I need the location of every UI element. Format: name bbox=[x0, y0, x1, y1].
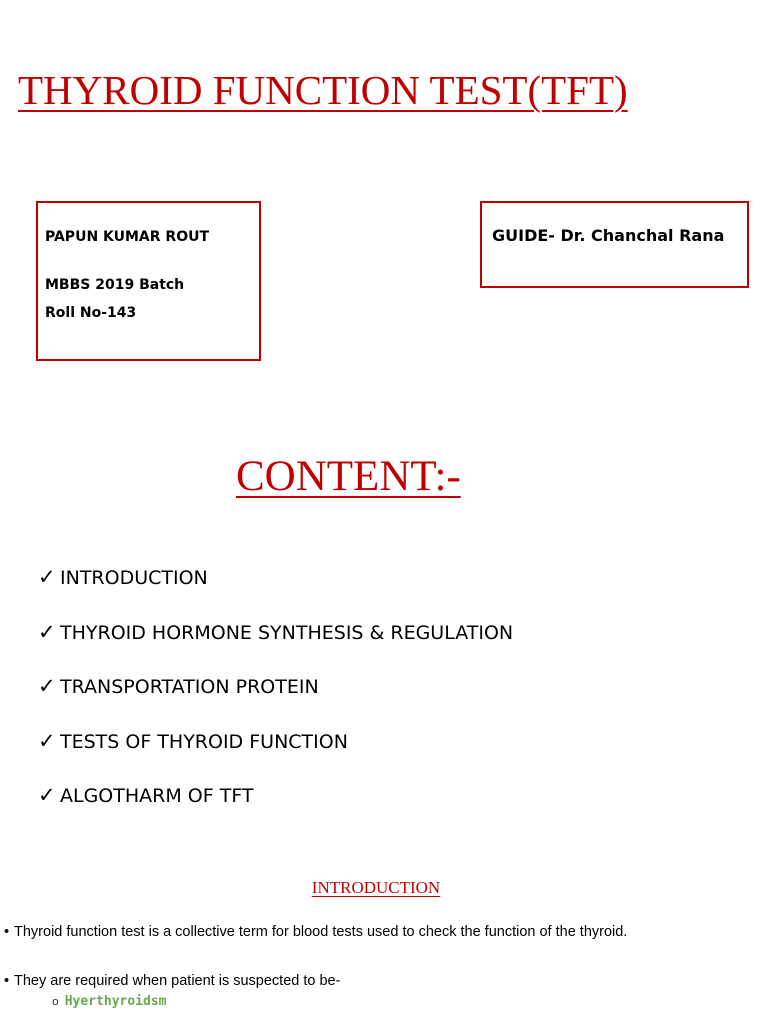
content-heading: CONTENT:- bbox=[236, 453, 461, 500]
checkmark-icon: ✓ bbox=[38, 619, 56, 644]
student-roll: Roll No-143 bbox=[45, 305, 137, 321]
intro-paragraph: • They are required when patient is suspected to be- bbox=[4, 973, 341, 989]
checkmark-icon: ✓ bbox=[38, 728, 56, 753]
content-item: ✓ TRANSPORTATION PROTEIN bbox=[38, 669, 513, 724]
intro-paragraph: • Thyroid function test is a collective term for blood tests used to check the function of the thyroid. bbox=[4, 924, 628, 940]
student-info-box bbox=[36, 201, 261, 361]
content-list bbox=[38, 560, 513, 833]
student-batch: MBBS 2019 Batch bbox=[45, 277, 185, 293]
content-item: ✓ ALGOTHARM OF TFT bbox=[38, 778, 513, 833]
checkmark-icon: ✓ bbox=[38, 565, 56, 589]
guide-box bbox=[480, 201, 749, 288]
sub-list-item: o Hyerthyroidsm bbox=[52, 994, 167, 1009]
content-item: ✓ INTRODUCTION bbox=[38, 560, 513, 615]
content-item: ✓ TESTS OF THYROID FUNCTION bbox=[38, 724, 513, 779]
student-name: PAPUN KUMAR ROUT bbox=[45, 229, 210, 245]
content-item: ✓ THYROID HORMONE SYNTHESIS & REGULATION bbox=[38, 615, 513, 670]
bullet-icon: • bbox=[4, 973, 10, 989]
guide-label: GUIDE- Dr. Chanchal Rana bbox=[492, 226, 725, 245]
checkmark-icon: ✓ bbox=[38, 674, 56, 698]
circle-bullet-icon: o bbox=[52, 995, 59, 1008]
introduction-heading: INTRODUCTION bbox=[311, 878, 441, 897]
page-title: THYROID FUNCTION TEST(TFT) bbox=[18, 67, 628, 113]
bullet-icon: • bbox=[4, 924, 10, 940]
checkmark-icon: ✓ bbox=[38, 783, 56, 807]
